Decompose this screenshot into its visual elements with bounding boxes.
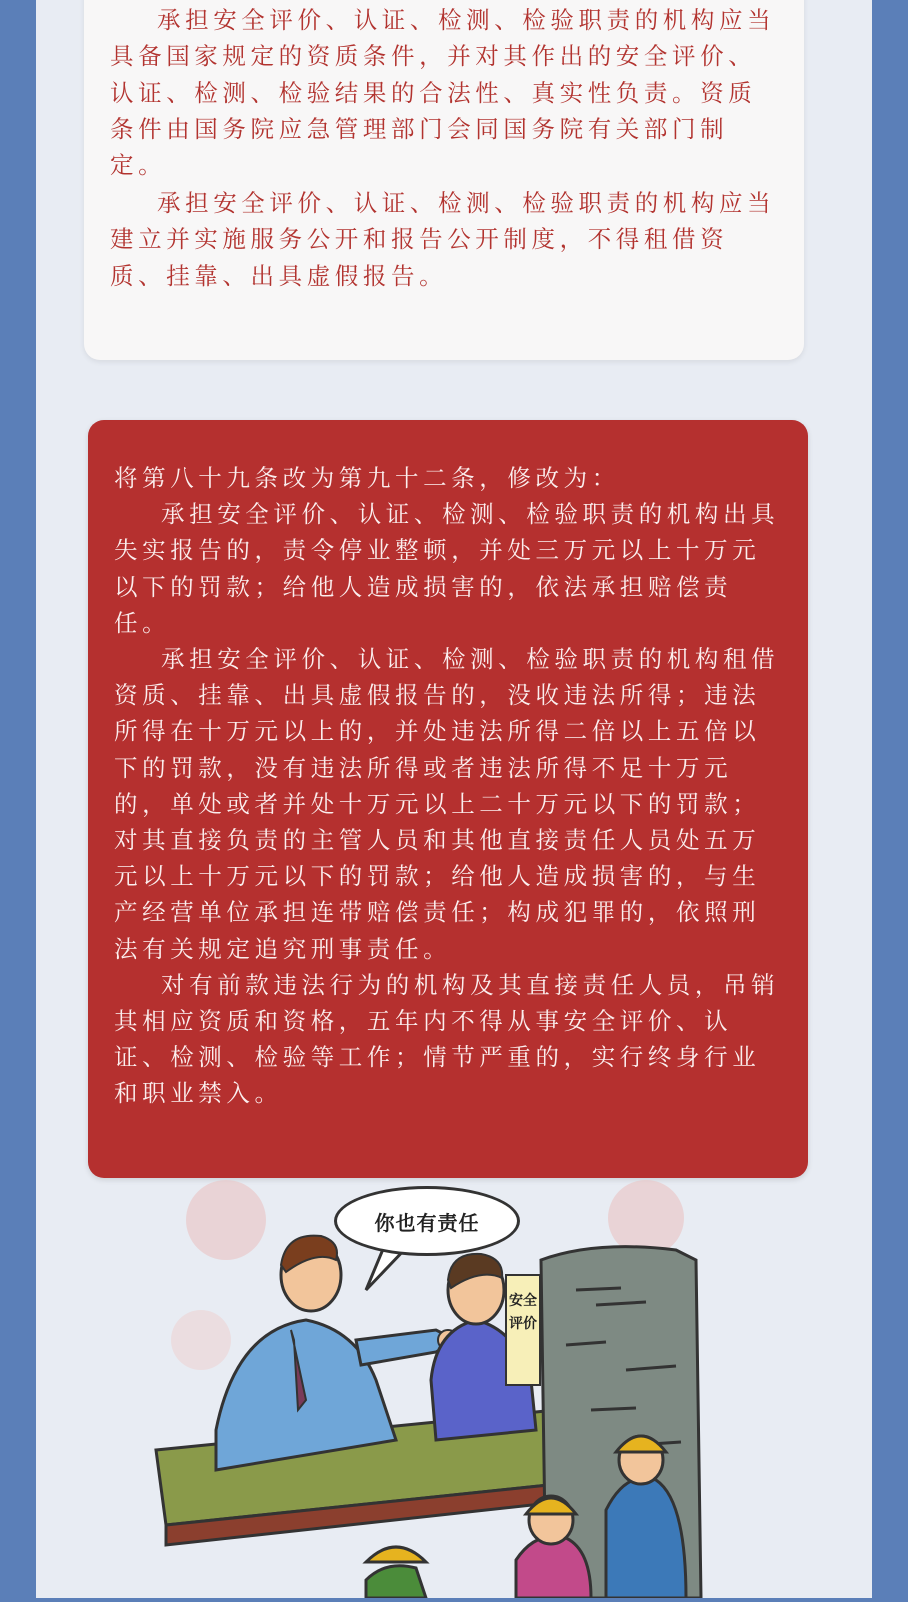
article-72-heading [110,0,778,1]
worker-3 [366,1547,426,1598]
emblem-icon [608,1180,684,1256]
article-72-para-1: 承担安全评价、认证、检测、检验职责的机构应当具备国家规定的资质条件，并对其作出的安全评价、认证、检测、检验结果的合法性、真实性负责。资质条件由国务院应急管理部门会同国务院有关部门制定。 [110,6,776,180]
article-92-heading: 将第八十九条改为第九十二条，修改为： [114,464,620,492]
article-92-para-1: 承担安全评价、认证、检测、检验职责的机构出具失实报告的，责令停业整顿，并处三万元以上十万元以下的罚款；给他人造成损害的，依法承担赔偿责任。 [114,500,780,637]
article-92-para-2: 承担安全评价、认证、检测、检验职责的机构租借资质、挂靠、出具虚假报告的，没收违法所得；违法所得在十万元以上的，并处违法所得二倍以上五倍以下的罚款，没有违法所得或者违法所得不足十万元的，单处或者并处十万元以上二十万元以下的罚款；对其直接负责的主管人员和其他直接责任人员处五万元以上十万元以下的罚款；给他人造成损害的，与生产经营单位承担连带赔偿责任；构成犯罪的，依照刑法有关规定追究刑事责任。 [114,645,780,963]
cartoon-illustration [36,1180,872,1598]
speech-bubble: 你也有责任 [334,1186,520,1256]
sign-label-2: 评价 [509,1316,537,1332]
article-92-box [88,420,808,1178]
article-92-para-3: 对有前款违法行为的机构及其直接责任人员，吊销其相应资质和资格，五年内不得从事安全评价、认证、检测、检验等工作；情节严重的，实行终身行业和职业禁入。 [114,970,780,1108]
emblem-icon [186,1180,266,1260]
emblem-icon [171,1310,231,1370]
article-72-box [84,0,804,360]
article-72-para-2: 承担安全评价、认证、检测、检验职责的机构应当建立并实施服务公开和报告公开制度，不得租借资质、挂靠、出具虚假报告。 [110,189,776,290]
sign-label-1: 安全 [509,1293,537,1309]
